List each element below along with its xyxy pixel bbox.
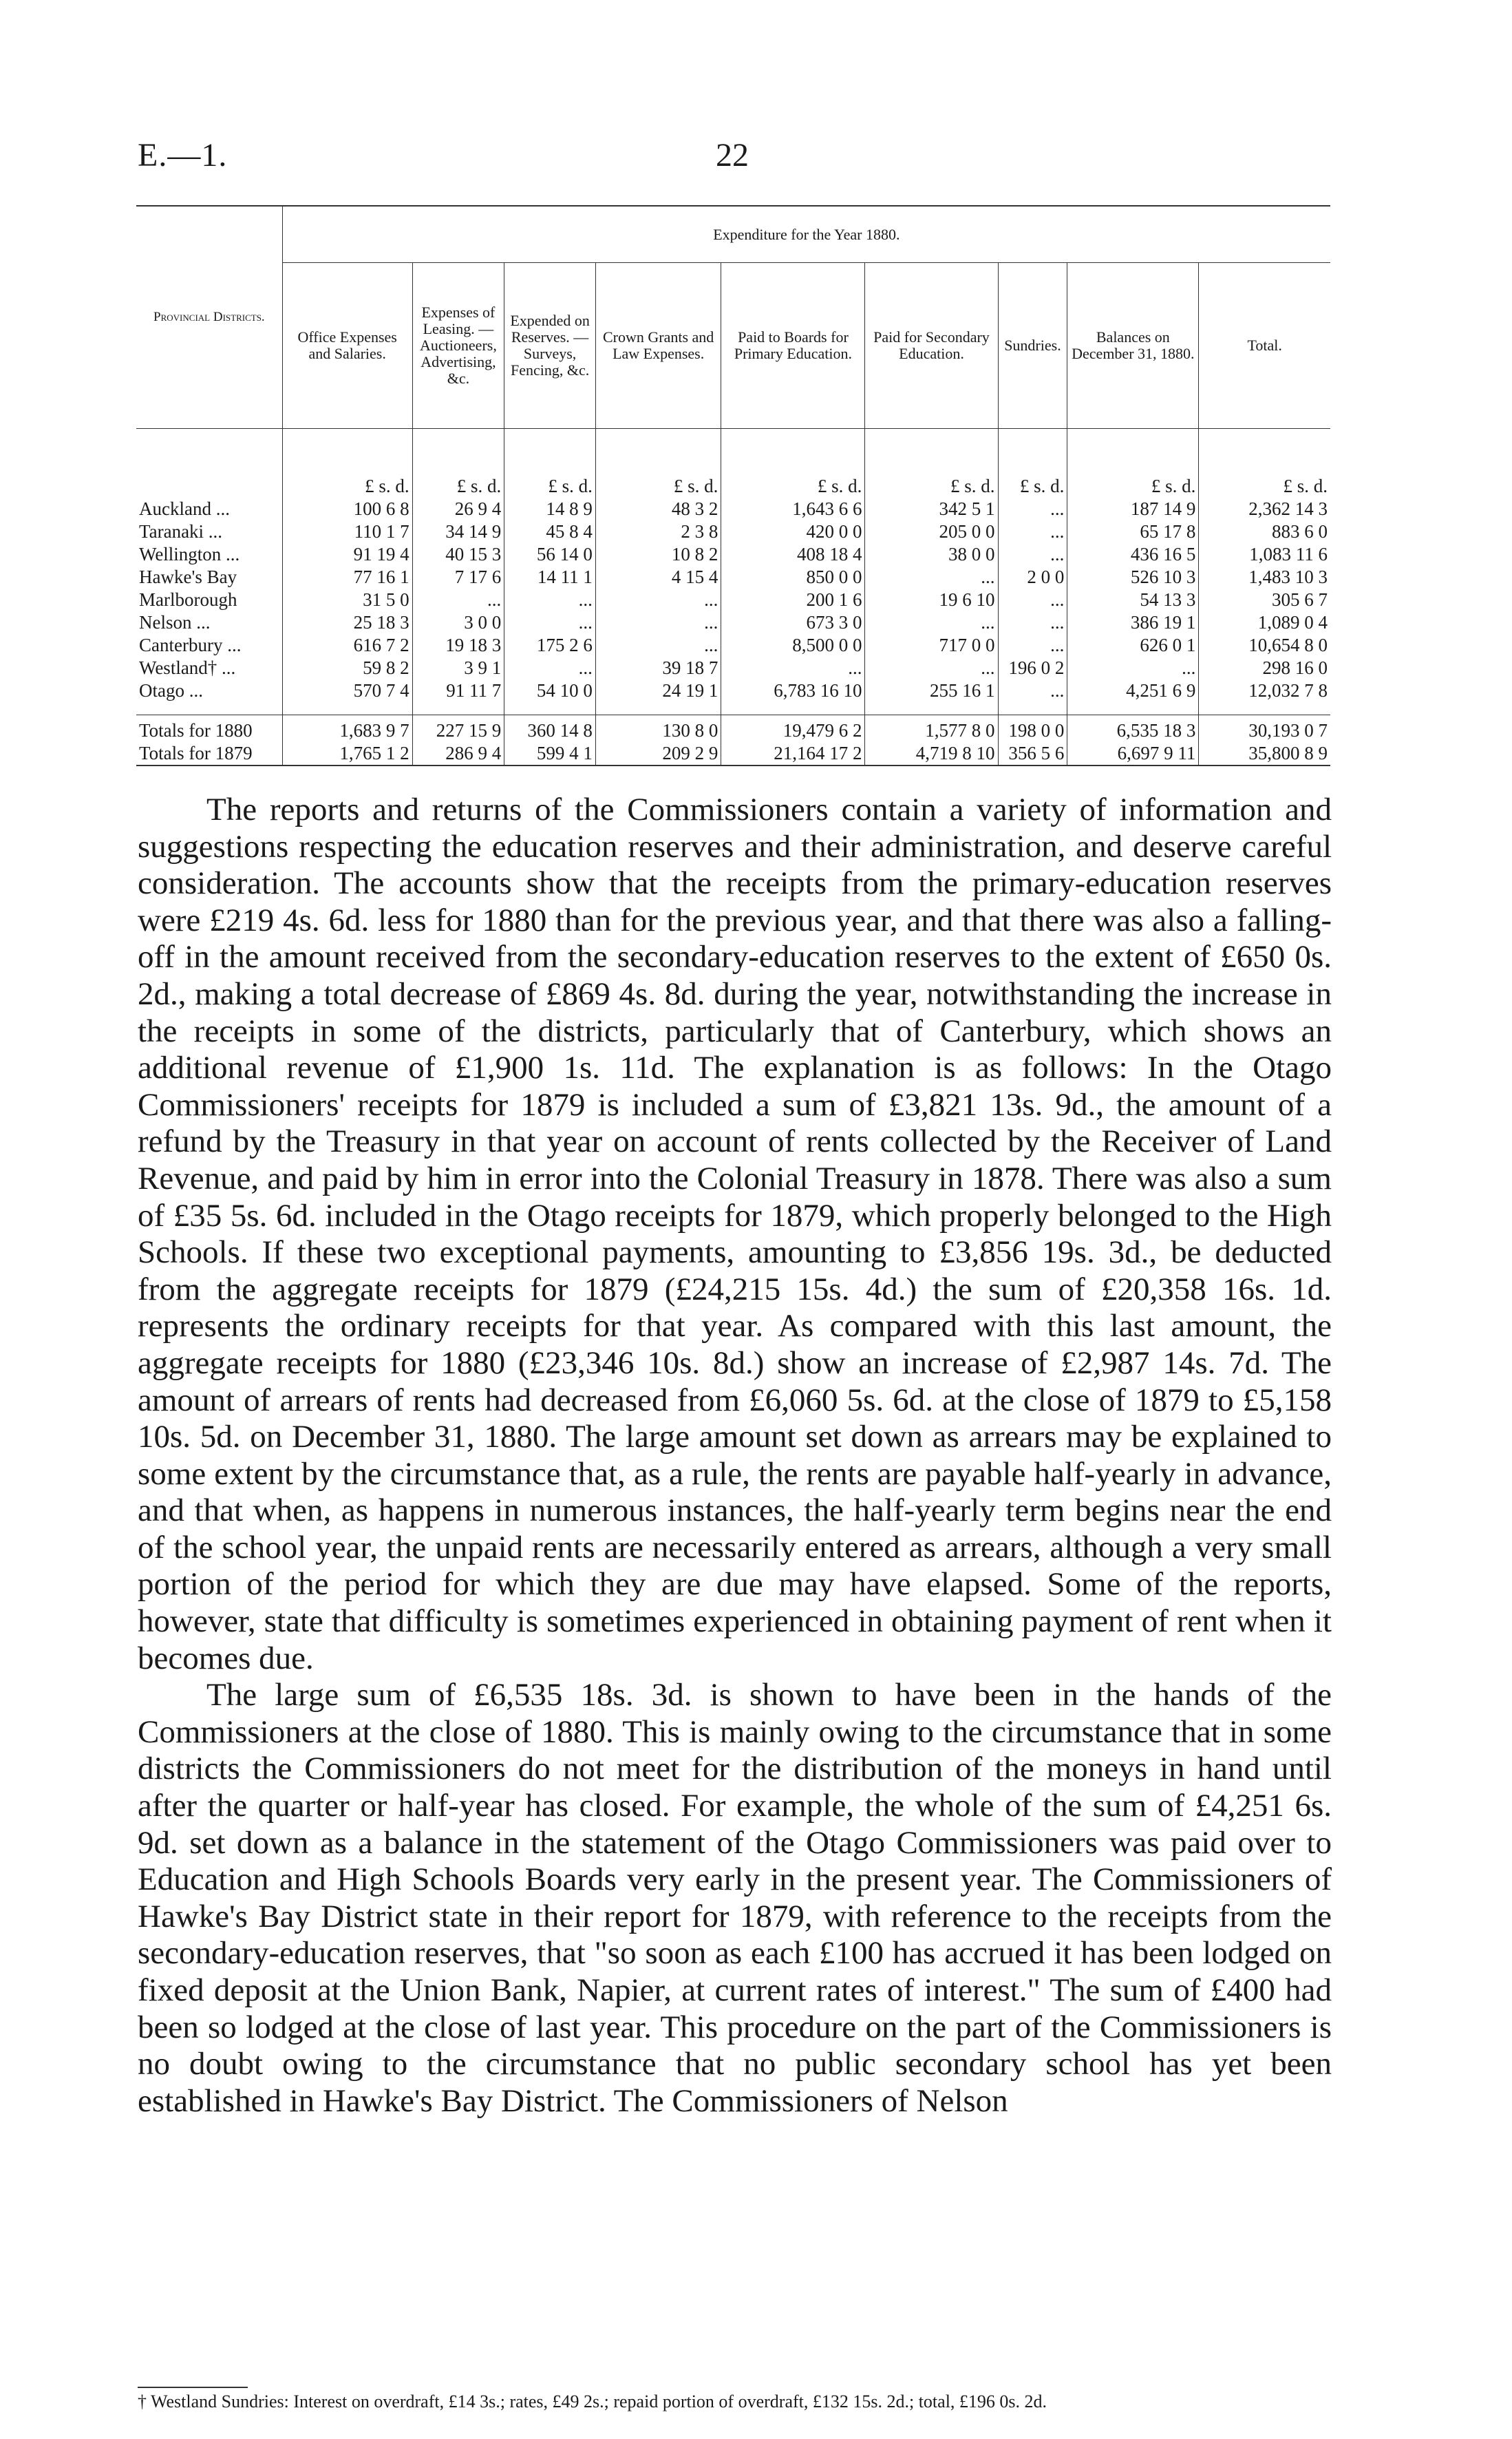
table-cell: 298 16 0 (1199, 657, 1330, 679)
table-cell: ... (504, 589, 596, 611)
unit-label: £ s. d. (865, 474, 998, 498)
table-cell: ... (504, 611, 596, 634)
table-row (136, 589, 1330, 611)
table-row (136, 520, 1330, 543)
table-cell: 25 18 3 (282, 611, 412, 634)
district-name: Otago ... (139, 680, 203, 701)
column-heading: Paid to Boards for Primary Education. (721, 263, 865, 429)
table-cell: 39 18 7 (595, 657, 721, 679)
table-cell: 305 6 7 (1199, 589, 1330, 611)
table-cell: 4,719 8 10 (865, 742, 998, 766)
unit-label: £ s. d. (595, 474, 721, 498)
table-cell: 526 10 3 (1067, 566, 1199, 589)
table-cell: 38 0 0 (865, 543, 998, 566)
table-cell: 386 19 1 (1067, 611, 1199, 634)
column-heading: Crown Grants and Law Expenses. (595, 263, 721, 429)
table-cell: ... (998, 634, 1067, 657)
table-cell: 850 0 0 (721, 566, 865, 589)
table-cell: 198 0 0 (998, 715, 1067, 743)
table-cell: 26 9 4 (412, 498, 504, 520)
table-cell: 360 14 8 (504, 715, 596, 743)
column-heading: Paid for Secondary Education. (865, 263, 998, 429)
table-cell: 1,683 9 7 (282, 715, 412, 743)
table-cell: 356 5 6 (998, 742, 1067, 766)
table-cell: 3 0 0 (412, 611, 504, 634)
table-cell: 570 7 4 (282, 679, 412, 702)
table-cell: ... (1067, 657, 1199, 679)
district-column-heading: Provincial Districts. (136, 206, 282, 429)
table-row (136, 498, 1330, 520)
column-heading: Total. (1199, 263, 1330, 429)
unit-label: £ s. d. (1067, 474, 1199, 498)
unit-label: £ s. d. (282, 474, 412, 498)
table-cell: 130 8 0 (595, 715, 721, 743)
table-cell: ... (595, 634, 721, 657)
table-row (136, 543, 1330, 566)
unit-label: £ s. d. (1199, 474, 1330, 498)
table-cell: 420 0 0 (721, 520, 865, 543)
table-cell: 10 8 2 (595, 543, 721, 566)
table-cell: 436 16 5 (1067, 543, 1199, 566)
table-cell: ... (865, 611, 998, 634)
table-cell: 65 17 8 (1067, 520, 1199, 543)
table-cell: 1,083 11 6 (1199, 543, 1330, 566)
table-cell: ... (412, 589, 504, 611)
table-cell: 3 9 1 (412, 657, 504, 679)
column-heading: Office Expenses and Salaries. (282, 263, 412, 429)
table-cell: ... (998, 520, 1067, 543)
table-cell: 2 0 0 (998, 566, 1067, 589)
column-heading: Balances on December 31, 1880. (1067, 263, 1199, 429)
page-number: 22 (716, 137, 749, 173)
expenditure-table-wrapper (136, 205, 1330, 766)
table-row (136, 566, 1330, 589)
table-cell: 196 0 2 (998, 657, 1067, 679)
table-cell: ... (721, 657, 865, 679)
table-cell: ... (998, 543, 1067, 566)
column-heading: Sundries. (998, 263, 1067, 429)
district-name: Auckland ... (139, 498, 230, 519)
table-cell: 19 6 10 (865, 589, 998, 611)
table-cell: 7 17 6 (412, 566, 504, 589)
table-cell: 717 0 0 (865, 634, 998, 657)
expenditure-table (136, 205, 1330, 766)
table-cell: ... (865, 566, 998, 589)
table-cell: 91 19 4 (282, 543, 412, 566)
table-cell: 19 18 3 (412, 634, 504, 657)
table-row (136, 657, 1330, 679)
column-heading: Expenses of Leasing. — Auctioneers, Advertising, &c. (412, 263, 504, 429)
table-cell: 54 13 3 (1067, 589, 1199, 611)
table-cell: 187 14 9 (1067, 498, 1199, 520)
table-cell: 6,697 9 11 (1067, 742, 1199, 766)
table-cell: 626 0 1 (1067, 634, 1199, 657)
paragraph: The reports and returns of the Commissioners contain a variety of information and suggestions respecting the education reserves and their administration, and deserve careful consideration. The accounts show that the receipts from the primary-education reserves were £219 4s. 6d. less for 1880 than for the previous year, and that there was also a falling-off in the amount received from the secondary-education reserves to the extent of £650 0s. 2d., making a total decrease of £869 4s. 8d. during the year, notwithstanding the increase in the receipts in some of the districts, particularly that of Canterbury, which shows an additional revenue of £1,900 1s. 11d. The explanation is as follows: In the Otago Commissioners' receipts for 1879 is included a sum of £3,821 13s. 9d., the amount of a refund by the Treasury in that year on account of rents collected by the Receiver of Land Revenue, and paid by him in error into the Colonial Treasury in 1878. There was also a sum of £35 5s. 6d. included in the Otago receipts for 1879, which properly belonged to the High Schools. If these two exceptional payments, amounting to £3,856 19s. 3d., be deducted from the aggregate receipts for 1879 (£24,215 15s. 4d.) the sum of £20,358 16s. 1d. represents the ordinary receipts for that year. As compared with this last amount, the aggregate receipts for 1880 (£23,346 10s. 8d.) show an increase of £2,987 14s. 7d. The amount of arrears of rents had decreased from £6,060 5s. 6d. at the close of 1879 to £5,158 10s. 5d. on December 31, 1880. The large amount set down as arrears may be explained to some extent by the circumstance that, as a rule, the rents are payable half-yearly in advance, and that when, as happens in numerous instances, the half-yearly term begins near the end of the school year, the unpaid rents are necessarily entered as arrears, although a very small portion of the period for which they are due may have elapsed. Some of the reports, however, state that difficulty is sometimes experienced in obtaining payment of rent when it becomes due. (138, 792, 1332, 1676)
table-cell: 599 4 1 (504, 742, 596, 766)
table-cell: 1,577 8 0 (865, 715, 998, 743)
table-cell: ... (595, 611, 721, 634)
table-cell: 24 19 1 (595, 679, 721, 702)
table-cell: 209 2 9 (595, 742, 721, 766)
table-cell: 2,362 14 3 (1199, 498, 1330, 520)
footnote-rule (138, 2386, 248, 2389)
table-cell: ... (504, 657, 596, 679)
table-cell: 205 0 0 (865, 520, 998, 543)
totals-label: Totals for 1879 (139, 743, 253, 763)
table-cell: 6,535 18 3 (1067, 715, 1199, 743)
totals-row (136, 742, 1330, 766)
table-cell: 200 1 6 (721, 589, 865, 611)
table-cell: 1,483 10 3 (1199, 566, 1330, 589)
district-name: Nelson ... (139, 612, 211, 633)
table-cell: 10,654 8 0 (1199, 634, 1330, 657)
unit-label: £ s. d. (412, 474, 504, 498)
table-cell: 34 14 9 (412, 520, 504, 543)
paragraph: The large sum of £6,535 18s. 3d. is shown to have been in the hands of the Commissioners at the close of 1880. This is mainly owing to the circumstance that in some districts the Commissioners do not meet for the distribution of the moneys in hand until after the quarter or half-year has closed. For example, the whole of the sum of £4,251 6s. 9d. set down as a balance in the statement of the Otago Commissioners was paid over to Education and High Schools Boards very early in the present year. The Commissioners of Hawke's Bay District state in their report for 1879, with reference to the receipts from the secondary-education reserves, that "so soon as each £100 has accrued it has been lodged on fixed deposit at the Union Bank, Napier, at current rates of interest." The sum of £400 had been so lodged at the close of last year. This procedure on the part of the Commissioners is no doubt owing to the circumstance that no public secondary school has yet been established in Hawke's Bay District. The Commissioners of Nelson (138, 1677, 1332, 2119)
table-cell: 14 11 1 (504, 566, 596, 589)
table-cell: 286 9 4 (412, 742, 504, 766)
table-cell: ... (998, 589, 1067, 611)
district-name: Canterbury ... (139, 635, 242, 655)
currency-unit-row (136, 474, 1330, 498)
totals-label: Totals for 1880 (136, 715, 282, 743)
district-name: Marlborough (139, 589, 237, 610)
table-row (136, 611, 1330, 634)
table-cell: ... (865, 657, 998, 679)
table-cell: 31 5 0 (282, 589, 412, 611)
table-cell: 30,193 0 7 (1199, 715, 1330, 743)
table-spacer-row (136, 702, 1330, 715)
unit-label: £ s. d. (721, 474, 865, 498)
table-cell: 35,800 8 9 (1199, 742, 1330, 766)
district-name: Hawke's Bay (139, 567, 237, 587)
table-cell: 91 11 7 (412, 679, 504, 702)
table-super-heading: Expenditure for the Year 1880. (282, 206, 1330, 263)
table-cell: 4,251 6 9 (1067, 679, 1199, 702)
table-cell: 77 16 1 (282, 566, 412, 589)
table-cell: 673 3 0 (721, 611, 865, 634)
table-cell: ... (595, 589, 721, 611)
table-cell: 12,032 7 8 (1199, 679, 1330, 702)
district-name: Taranaki ... (139, 521, 223, 542)
table-cell: 4 15 4 (595, 566, 721, 589)
table-cell: 19,479 6 2 (721, 715, 865, 743)
table-cell: ... (998, 498, 1067, 520)
table-cell: 8,500 0 0 (721, 634, 865, 657)
table-cell: 175 2 6 (504, 634, 596, 657)
document-reference: E.—1. (138, 137, 228, 173)
table-cell: 56 14 0 (504, 543, 596, 566)
table-cell: 110 1 7 (282, 520, 412, 543)
table-cell: ... (998, 679, 1067, 702)
table-cell: 616 7 2 (282, 634, 412, 657)
table-cell: 227 15 9 (412, 715, 504, 743)
footnote: † Westland Sundries: Interest on overdraft, £14 3s.; rates, £49 2s.; repaid portion of overdraft, £132 15s. 2d.; total, £196 0s. 2d. (138, 2392, 1047, 2411)
table-cell: 14 8 9 (504, 498, 596, 520)
table-cell: 40 15 3 (412, 543, 504, 566)
table-cell: 1,089 0 4 (1199, 611, 1330, 634)
table-cell: ... (998, 611, 1067, 634)
table-cell: 100 6 8 (282, 498, 412, 520)
table-cell: 45 8 4 (504, 520, 596, 543)
table-cell: 408 18 4 (721, 543, 865, 566)
table-cell: 1,643 6 6 (721, 498, 865, 520)
table-cell: 342 5 1 (865, 498, 998, 520)
table-spacer-row (136, 429, 1330, 475)
district-name: Westland† ... (139, 657, 236, 678)
table-cell: 21,164 17 2 (721, 742, 865, 766)
table-cell: 59 8 2 (282, 657, 412, 679)
table-cell: 48 3 2 (595, 498, 721, 520)
table-cell: 255 16 1 (865, 679, 998, 702)
table-cell: 6,783 16 10 (721, 679, 865, 702)
unit-label: £ s. d. (504, 474, 596, 498)
table-cell: 54 10 0 (504, 679, 596, 702)
district-name: Wellington ... (139, 544, 240, 564)
table-row (136, 634, 1330, 657)
body-text (138, 792, 1332, 2120)
column-heading: Expended on Reserves. — Surveys, Fencing, &c. (504, 263, 596, 429)
table-cell: 883 6 0 (1199, 520, 1330, 543)
table-cell: 1,765 1 2 (282, 742, 412, 766)
unit-label: £ s. d. (998, 474, 1067, 498)
table-cell: 2 3 8 (595, 520, 721, 543)
table-row (136, 679, 1330, 702)
totals-row (136, 715, 1330, 743)
